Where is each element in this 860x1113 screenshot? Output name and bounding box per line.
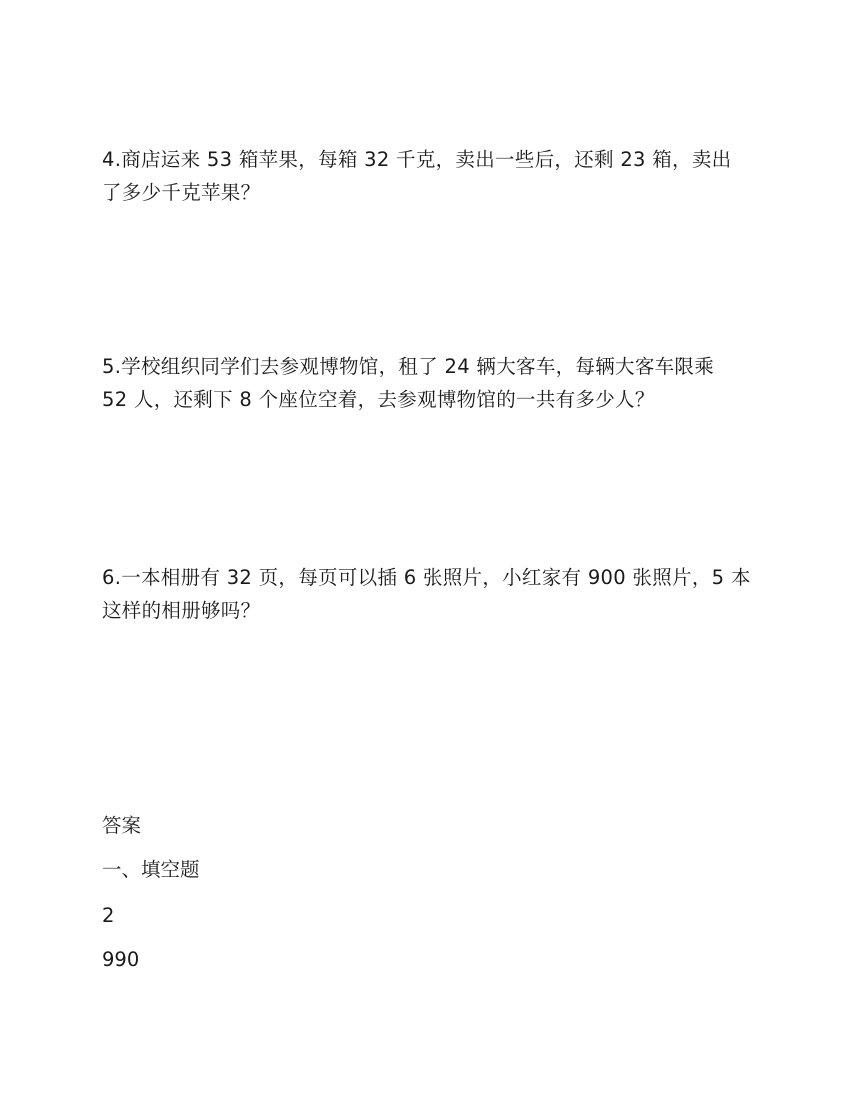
- problem-5-line-1: 5.学校组织同学们去参观博物馆，租了 24 辆大客车，每辆大客车限乘: [102, 355, 715, 378]
- answers-section-heading: 一、填空题: [102, 858, 200, 881]
- problem-6: [102, 561, 760, 627]
- problem-5-line-2: 52 人，还剩下 8 个座位空着，去参观博物馆的一共有多少人？: [102, 388, 655, 411]
- answer-item: 990: [102, 948, 140, 971]
- answer-item: 2: [102, 904, 115, 927]
- problem-6-line-1: 6.一本相册有 32 页，每页可以插 6 张照片，小红家有 900 张照片，5 本: [102, 566, 751, 589]
- problem-6-line-2: 这样的相册够吗？: [102, 599, 261, 622]
- problem-4: [102, 143, 760, 209]
- problem-4-line-1: 4.商店运来 53 箱苹果，每箱 32 千克，卖出一些后，还剩 23 箱，卖出: [102, 148, 732, 171]
- problem-4-line-2: 了多少千克苹果？: [102, 181, 261, 204]
- problem-5: [102, 350, 760, 416]
- answers-title: 答案: [102, 814, 142, 837]
